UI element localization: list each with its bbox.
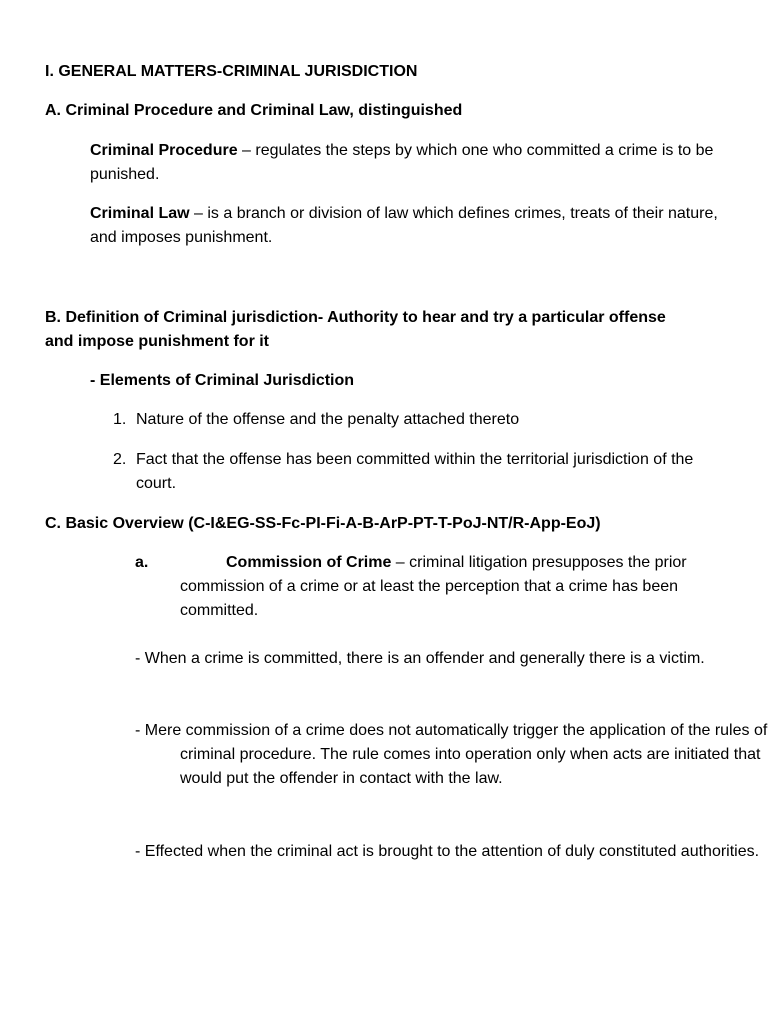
definition-text: – regulates the steps by which one who committed a crime is to be punished. — [90, 142, 714, 183]
criminal-law-definition — [90, 202, 730, 250]
item-term: Commission of Crime — [226, 554, 392, 571]
definition-term: Criminal Law — [90, 205, 190, 222]
item-text: – criminal litigation presupposes the prior commission of a crime or at least the perception that a crime has been committed. — [180, 554, 687, 619]
note-paragraph: - When a crime is committed, there is an offender and generally there is a victim. — [135, 650, 705, 667]
list-item-text: Nature of the offense and the penalty attached thereto — [136, 411, 520, 428]
list-number: 2. — [113, 451, 127, 468]
list-number: 1. — [113, 411, 127, 428]
elements-heading: - Elements of Criminal Jurisdiction — [90, 372, 355, 389]
list-item — [113, 408, 733, 432]
list-item — [113, 448, 733, 492]
main-heading: I. GENERAL MATTERS-CRIMINAL JURISDICTION — [45, 63, 418, 80]
item-body — [135, 551, 715, 623]
section-b-heading: B. Definition of Criminal jurisdiction- Authority to hear and try a particular offense and impose punishment for it — [45, 309, 666, 350]
note-paragraph: - Mere commission of a crime does not automatically trigger the application of the rules of criminal procedure. The rule comes into operation only when acts are initiated that would put the offender in contact with the law. — [135, 722, 768, 787]
criminal-procedure-definition — [90, 139, 725, 187]
list-item-text: Fact that the offense has been committed within the territorial jurisdiction of the court. — [136, 451, 694, 492]
note-paragraph: - Effected when the criminal act is brought to the attention of duly constituted authorities. — [135, 843, 760, 860]
definition-text: – is a branch or division of law which defines crimes, treats of their nature, and imposes punishment. — [90, 205, 718, 246]
definition-term: Criminal Procedure — [90, 142, 238, 159]
commission-of-crime-paragraph — [135, 551, 715, 623]
item-label: a. — [135, 554, 149, 571]
section-c-heading: C. Basic Overview (C-I&EG-SS-Fc-PI-Fi-A-B-ArP-PT-T-PoJ-NT/R-App-EoJ) — [45, 515, 601, 532]
section-a-heading: A. Criminal Procedure and Criminal Law, distinguished — [45, 102, 463, 119]
